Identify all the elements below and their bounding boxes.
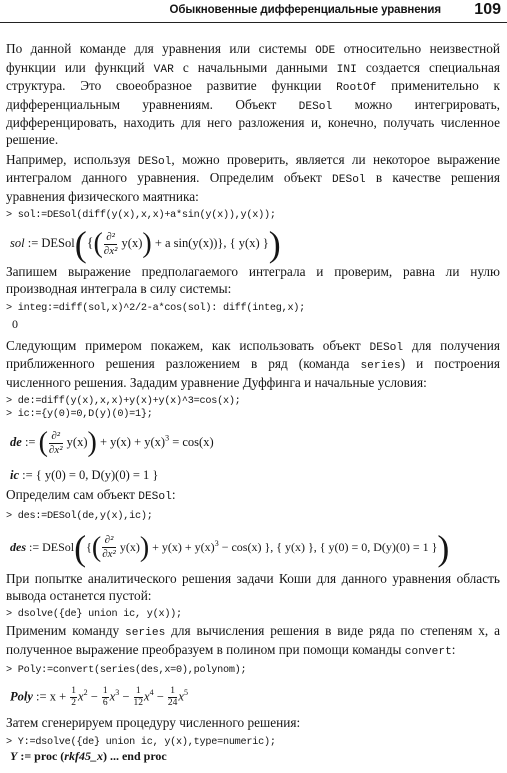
maple-command: > des:=DESol(de,y(x),ic); xyxy=(6,510,153,522)
page-body xyxy=(6,41,500,764)
maple-output: Poly := x + $\frac{1}{2}$ $x^2$ − $\frac{1}{6}$ $x^3$ − $\frac{1}{12}$ $x^4$ − $\frac{1}{24}$ $x^5$ xyxy=(10,685,188,708)
maple-output: 0 xyxy=(12,316,18,331)
code-term: DESol xyxy=(137,155,172,168)
code-term: series xyxy=(125,627,166,640)
code-term: series xyxy=(360,360,401,373)
code-term: DESol xyxy=(138,491,172,504)
code-term: ODE xyxy=(315,45,336,57)
code-term: DESol xyxy=(298,100,333,113)
code-term: VAR xyxy=(153,63,174,76)
paragraph-integral: Запишем выражение предполагаемого интеграла и проверим, равна ли нулю производная интеграла в силу системы: xyxy=(6,264,500,296)
paragraph-series: Применим команду series для вычисления решения в виде ряда по степеням x, а полученное выражение преобразуем в полином при помощи команды convert: xyxy=(6,623,500,658)
header-title: Обыкновенные дифференциальные уравнения xyxy=(169,4,441,16)
code-term: DESol xyxy=(332,174,366,187)
maple-command: > de:=diff(y(x),x,x)+y(x)+y(x)^3=cos(x); > ic:={y(0)=0,D(y)(0)=1}; xyxy=(6,396,241,421)
code-term: convert xyxy=(404,645,452,658)
maple-command: > dsolve({de} union ic, y(x)); xyxy=(6,609,182,621)
code-term: DESol xyxy=(369,341,404,354)
maple-output: des := DESol({( $\frac{\text{∂²}}{\text{∂x²}}$ $y(x)) + y(x) + y(x)^3 - \cos(x)$ }, { y(x) }, { y(0) = 0, D(y)(0) = 1 }) xyxy=(10,527,450,568)
page-number: 109 xyxy=(474,1,501,18)
paragraph-duffing: Следующим примером покажем, как использовать объект DESol для получения приближенного решения разложением в ряд (команда series) и построения численного решения. Зададим уравнение Дуффинга и начальные условия: xyxy=(6,337,500,390)
maple-command: > Poly:=convert(series(des,x=0),polynom); xyxy=(6,665,247,677)
maple-output: ic := { y(0) = 0, D(y)(0) = 1 } xyxy=(10,467,159,482)
paragraph-numeric: Затем сгенерируем процедуру численного решения: xyxy=(6,715,301,731)
paragraph-desol-intro: По данной команде для уравнения или системы ODE относительно неизвестной функции или функций VAR с начальными данными INI создается специальная структура. Это своеобразное развитие функции RootOf применительно к дифференциальным уравнениям. Объект DESol можно интегрировать, дифференцировать, находить для него разложения и, конечно, получать численное решение. xyxy=(6,41,500,147)
maple-command: > integ:=diff(sol,x)^2/2-a*cos(sol): diff(integ,x); xyxy=(6,302,306,314)
code-term: RootOf xyxy=(336,82,377,95)
code-term: INI xyxy=(336,63,357,76)
paragraph-pendulum: Например, используя DESol, можно проверить, является ли некоторое выражение интегралом данного уравнения. Определим объект DESol в качестве решения уравнения физического маятника: xyxy=(6,151,501,204)
maple-output: de := ( $\frac{\text{∂²}}{\text{∂x²}}$ $y(x)) + y(x) + y(x)^3 = \cos(x)$ xyxy=(10,427,214,459)
maple-output: Y := proc (rkf45_x) ... end proc xyxy=(10,748,167,763)
maple-output: sol := DESol({( $\frac{\text{∂²}}{\text{∂x²}}$ y(x)) + a sin(y(x))}, { y(x) }) xyxy=(10,224,281,265)
running-header xyxy=(0,0,507,23)
maple-command: > Y:=dsolve({de} union ic, y(x),type=numeric); xyxy=(6,736,276,748)
maple-command: > sol:=DESol(diff(y(x),x,x)+a*sin(y(x)),y(x)); xyxy=(6,210,276,222)
paragraph-define-object: Определим сам объект DESol: xyxy=(6,487,176,504)
paragraph-cauchy: При попытке аналитического решения задачи Коши для данного уравнения область вывода останется пустой: xyxy=(6,570,500,603)
